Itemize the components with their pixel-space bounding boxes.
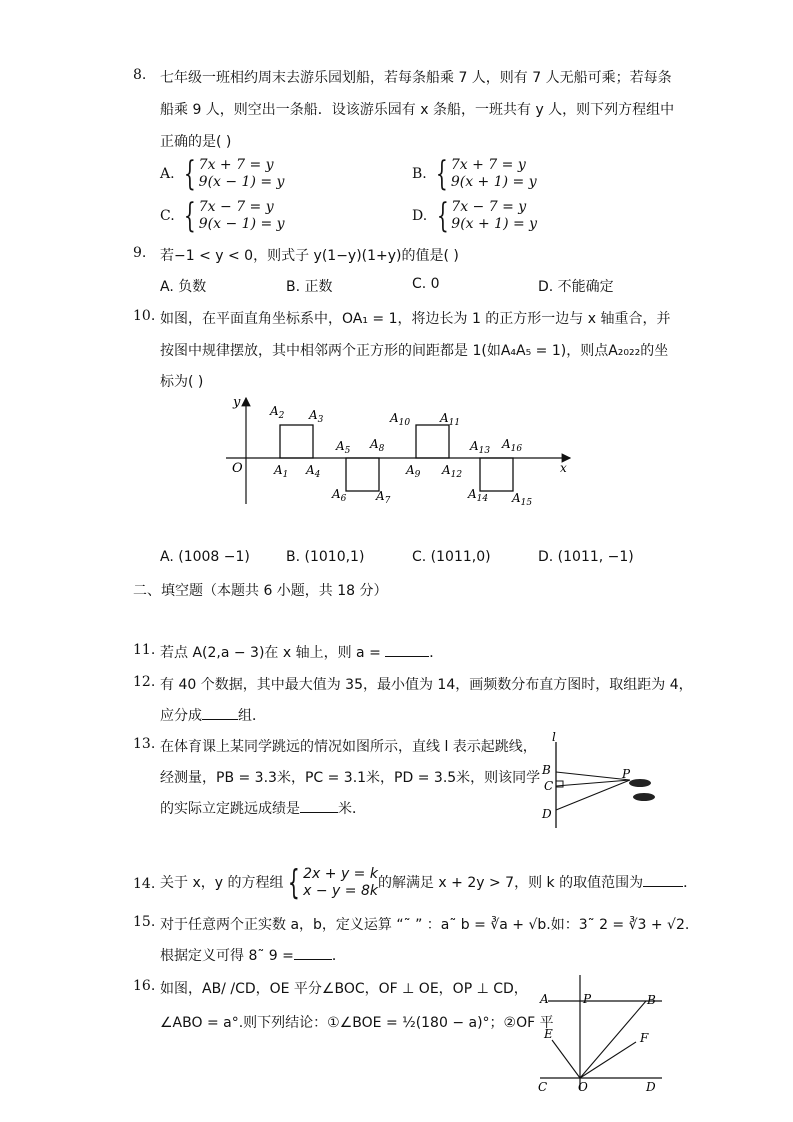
- q10-option-b: B. (1010,1): [286, 549, 365, 565]
- section-heading: 二、填空题（本题共 6 小题，共 18 分）: [133, 583, 388, 599]
- q8-text-line3: 正确的是( ): [160, 134, 232, 150]
- label-a4: $A_4$: [306, 463, 321, 480]
- equation: 9(x − 1) = y: [198, 174, 285, 190]
- label-p: P: [583, 992, 592, 1006]
- option-label: A.: [160, 166, 175, 182]
- equation: 9(x − 1) = y: [198, 216, 285, 232]
- segment-oe: [552, 1040, 580, 1078]
- label-d: D: [542, 807, 552, 821]
- label-a11: $A_{11}$: [440, 411, 461, 428]
- q10-coordinate-figure: [220, 392, 580, 512]
- label-a7: $A_7$: [376, 489, 391, 506]
- q13-text-line2: 经测量，PB = 3.3米，PC = 3.1米，PD = 3.5米，则该同学: [160, 770, 541, 786]
- equation: 9(x + 1) = y: [450, 174, 537, 190]
- equation: 7x + 7 = y: [450, 157, 526, 173]
- q9-number: 9.: [133, 245, 147, 261]
- option-label: C.: [160, 208, 175, 224]
- q8-option-d: D. { 7x − 7 = y 9(x + 1) = y: [412, 196, 538, 236]
- q10-text-line3: 标为( ): [160, 374, 204, 390]
- label-a15: $A_{15}$: [512, 491, 533, 508]
- label-a13: $A_{13}$: [470, 439, 491, 456]
- label-a5: $A_5$: [336, 439, 351, 456]
- label-c: C: [538, 1080, 548, 1094]
- segment-pd: [556, 780, 630, 810]
- q10-text-line1: 如图，在平面直角坐标系中，OA₁ = 1，将边长为 1 的正方形一边与 x 轴重合，并: [160, 311, 671, 327]
- label-b: B: [647, 993, 656, 1007]
- answer-blank[interactable]: [643, 886, 683, 887]
- square-3: [416, 425, 449, 458]
- label-a1: $A_1$: [274, 463, 289, 480]
- equation: x − y = 8k: [303, 883, 378, 899]
- q9-option-c: C. 0: [412, 276, 440, 292]
- q15-text-a: 根据定义可得 8˜ 9 =: [160, 948, 294, 964]
- q9-option-a: A. 负数: [160, 279, 207, 295]
- answer-blank[interactable]: [385, 656, 429, 657]
- label-a2: $A_2$: [270, 404, 285, 421]
- label-a10: $A_{10}$: [390, 411, 411, 428]
- q8-text-line1: 七年级一班相约周末去游乐园划船，若每条船乘 7 人，则有 7 人无船可乘；若每条: [160, 70, 672, 86]
- q8-text-line2: 船乘 9 人，则空出一条船．设该游乐园有 x 条船，一班共有 y 人，则下列方程组中: [160, 102, 675, 118]
- q9-option-b: B. 正数: [286, 279, 333, 295]
- q10-text-line2: 按图中规律摆放，其中相邻两个正方形的间距都是 1(如A₄A₅ = 1)，则点A₂₀₂₂的坐: [160, 343, 669, 359]
- q11-text-a: 若点 A(2,a − 3)在 x 轴上，则 a =: [160, 645, 386, 661]
- label-b: B: [542, 763, 551, 777]
- q16-text-line2: ∠ABO = a°.则下列结论：①∠BOE = ½(180 − a)°；②OF 平: [160, 1015, 554, 1031]
- label-a6: $A_6$: [332, 487, 347, 504]
- label-a16: $A_{16}$: [502, 437, 523, 454]
- segment-of: [580, 1042, 636, 1078]
- equation: 9(x + 1) = y: [451, 216, 538, 232]
- q8-option-c: C. { 7x − 7 = y 9(x − 1) = y: [160, 196, 285, 236]
- q14-text-b: 的解满足 x + 2y > 7，则 k 的取值范围为: [377, 875, 644, 891]
- q15-text-b: ．: [331, 948, 346, 964]
- q12-text-line1: 有 40 个数据，其中最大值为 35，最小值为 14，画频数分布直方图时，取组距为 4，: [160, 677, 693, 693]
- answer-blank[interactable]: [202, 719, 238, 720]
- q12-text-a: 应分成: [160, 708, 202, 724]
- label-d: D: [646, 1080, 656, 1094]
- segment-pc: [556, 780, 630, 786]
- square-1: [280, 425, 313, 458]
- square-2: [346, 458, 379, 491]
- x-axis-label: x: [560, 461, 567, 475]
- answer-blank[interactable]: [294, 959, 332, 960]
- q10-option-c: C. (1011,0): [412, 549, 491, 565]
- equation: 7x − 7 = y: [198, 199, 274, 215]
- q10-option-d: D. (1011, −1): [538, 549, 634, 565]
- option-label: D.: [412, 208, 428, 224]
- q9-text: 若−1 < y < 0，则式子 y(1−y)(1+y)的值是( ): [160, 248, 459, 264]
- footprint-icon: [633, 793, 655, 801]
- q15-text-line2: [160, 945, 346, 965]
- q15-number: 15.: [133, 914, 156, 930]
- label-a9: $A_9$: [406, 463, 421, 480]
- label-l: l: [552, 730, 556, 744]
- label-c: C: [544, 779, 554, 793]
- equation: 2x + y = k: [303, 866, 378, 882]
- label-f: F: [640, 1031, 649, 1045]
- q13-text-line1: 在体育课上某同学跳远的情况如图所示，直线 l 表示起跳线，: [160, 739, 537, 755]
- footprint-icon: [629, 779, 651, 787]
- q8-number: 8.: [133, 67, 147, 83]
- q12-text-line2: [160, 705, 266, 725]
- label-a3: $A_3$: [309, 408, 324, 425]
- q14-number: 14.: [133, 876, 156, 892]
- q14-text-a: 关于 x，y 的方程组: [160, 875, 284, 891]
- q10-number: 10.: [133, 308, 156, 324]
- q8-option-b: B. { 7x + 7 = y 9(x + 1) = y: [412, 154, 537, 194]
- origin-label: O: [232, 461, 243, 476]
- segment-pb: [556, 772, 630, 780]
- q11-text: [160, 642, 443, 662]
- equation: 7x + 7 = y: [198, 157, 274, 173]
- q14-text: 关于 x，y 的方程组 { 2x + y = k x − y = 8k 的解满足 x + 2y > 7，则 k 的取值范围为 ．: [160, 863, 698, 903]
- q14-text-c: ．: [683, 875, 698, 891]
- label-e: E: [544, 1027, 553, 1041]
- label-a12: $A_{12}$: [442, 463, 463, 480]
- q13-long-jump-figure: [536, 730, 666, 830]
- label-a14: $A_{14}$: [468, 487, 489, 504]
- segment-ob: [580, 1001, 646, 1078]
- q16-parallel-lines-figure: [530, 970, 670, 1095]
- q10-option-a: A. (1008 −1): [160, 549, 250, 565]
- option-label: B.: [412, 166, 427, 182]
- q12-text-b: 组．: [238, 708, 266, 724]
- equation: 7x − 7 = y: [451, 199, 527, 215]
- label-o: O: [578, 1080, 588, 1094]
- q8-option-a: A. { 7x + 7 = y 9(x − 1) = y: [160, 154, 285, 194]
- q13-text-b: 米．: [338, 801, 366, 817]
- q15-text-line1: 对于任意两个正实数 a，b，定义运算 “˜ ” ：a˜ b = ∛a + √b.如：3˜ 2 = ∛3 + √2.: [160, 917, 690, 933]
- q11-text-b: ．: [429, 645, 444, 661]
- label-a8: $A_8$: [370, 437, 385, 454]
- q12-number: 12.: [133, 674, 156, 690]
- q9-option-d: D. 不能确定: [538, 279, 614, 295]
- y-axis-label: y: [233, 395, 241, 410]
- q16-text-line1: 如图，AB/ /CD，OE 平分∠BOC，OF ⊥ OE，OP ⊥ CD，: [160, 981, 528, 997]
- q16-number: 16.: [133, 978, 156, 994]
- q13-text-a: 的实际立定跳远成绩是: [160, 801, 300, 817]
- label-a: A: [540, 992, 549, 1006]
- q13-number: 13.: [133, 736, 156, 752]
- answer-blank[interactable]: [300, 812, 338, 813]
- square-4: [480, 458, 513, 491]
- q13-text-line3: [160, 798, 366, 818]
- label-p: P: [622, 767, 631, 781]
- q11-number: 11.: [133, 642, 156, 658]
